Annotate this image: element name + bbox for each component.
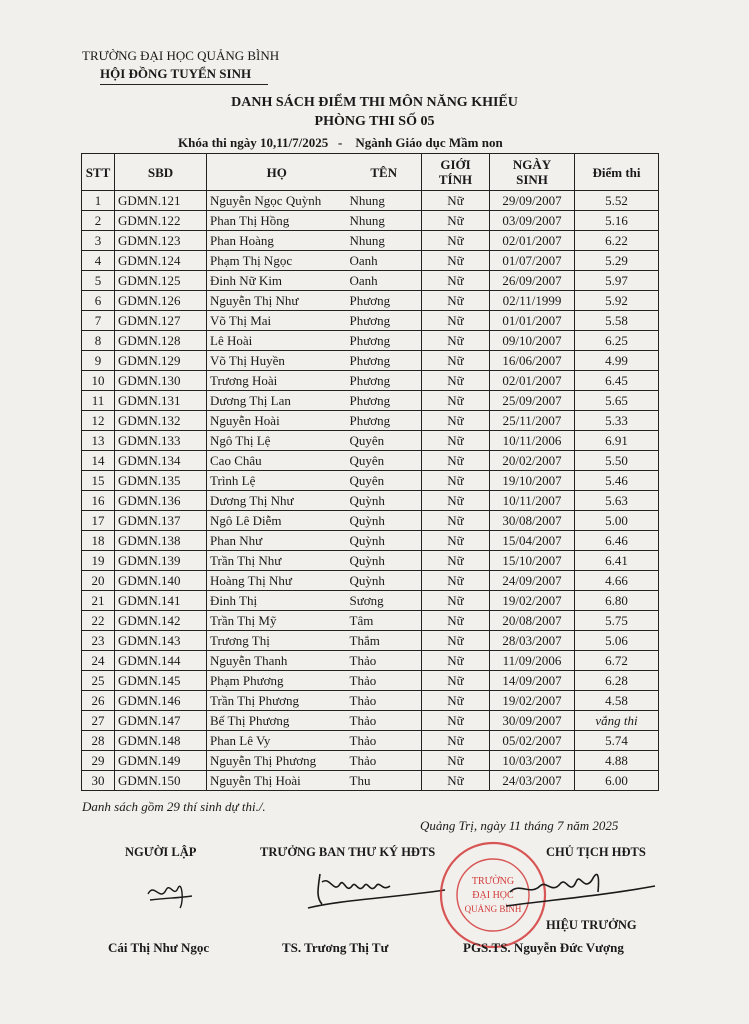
cell-gioi-tinh: Nữ [422, 491, 490, 511]
cell-stt: 16 [82, 491, 115, 511]
cell-ho: Nguyễn Thị Phương [207, 751, 347, 771]
cell-stt: 4 [82, 251, 115, 271]
cell-stt: 19 [82, 551, 115, 571]
cell-gioi-tinh: Nữ [422, 411, 490, 431]
org-underline [100, 84, 268, 85]
cell-ngay-sinh: 09/10/2007 [490, 331, 575, 351]
header-diem: Điểm thi [575, 154, 659, 191]
cell-ho: Trương Hoài [207, 371, 347, 391]
table-row [82, 751, 659, 771]
cell-stt: 7 [82, 311, 115, 331]
cell-ho: Dương Thị Lan [207, 391, 347, 411]
table-row [82, 431, 659, 451]
cell-diem: vắng thi [575, 711, 659, 731]
cell-gioi-tinh: Nữ [422, 531, 490, 551]
cell-ten: Thảo [347, 731, 422, 751]
cell-gioi-tinh: Nữ [422, 351, 490, 371]
table-row [82, 571, 659, 591]
cell-diem: 6.72 [575, 651, 659, 671]
table-row [82, 731, 659, 751]
cell-ten: Quỳnh [347, 511, 422, 531]
cell-ho: Trương Thị [207, 631, 347, 651]
exam-room-title: PHÒNG THI SỐ 05 [314, 114, 435, 129]
cell-ho: Phạm Phương [207, 671, 347, 691]
cell-sbd: GDMN.125 [115, 271, 207, 291]
cell-diem: 4.58 [575, 691, 659, 711]
cell-stt: 24 [82, 651, 115, 671]
cell-ten: Quỳnh [347, 491, 422, 511]
cell-stt: 8 [82, 331, 115, 351]
table-header-row [82, 154, 659, 191]
signer2-title: TRƯỞNG BAN THƯ KÝ HĐTS [260, 845, 436, 859]
cell-ten: Quỳnh [347, 531, 422, 551]
cell-diem: 5.97 [575, 271, 659, 291]
cell-ten: Phương [347, 351, 422, 371]
cell-ngay-sinh: 25/09/2007 [490, 391, 575, 411]
cell-ho: Võ Thị Huyền [207, 351, 347, 371]
cell-ten: Phương [347, 371, 422, 391]
cell-sbd: GDMN.137 [115, 511, 207, 531]
cell-diem: 5.75 [575, 611, 659, 631]
cell-diem: 5.33 [575, 411, 659, 431]
place-date: Quảng Trị, ngày 11 tháng 7 năm 2025 [420, 818, 619, 833]
cell-sbd: GDMN.144 [115, 651, 207, 671]
cell-diem: 6.28 [575, 671, 659, 691]
signature-3 [500, 862, 660, 912]
cell-ho: Cao Châu [207, 451, 347, 471]
table-row [82, 231, 659, 251]
table-row [82, 551, 659, 571]
cell-ho: Ngô Thị Lệ [207, 431, 347, 451]
cell-sbd: GDMN.127 [115, 311, 207, 331]
cell-stt: 17 [82, 511, 115, 531]
cell-stt: 6 [82, 291, 115, 311]
cell-ten: Phương [347, 411, 422, 431]
cell-stt: 27 [82, 711, 115, 731]
table-row [82, 771, 659, 791]
cell-diem: 4.99 [575, 351, 659, 371]
cell-gioi-tinh: Nữ [422, 631, 490, 651]
signer3-subtitle: HIỆU TRƯỞNG [546, 918, 637, 932]
cell-diem: 5.29 [575, 251, 659, 271]
cell-stt: 2 [82, 211, 115, 231]
cell-ngay-sinh: 24/03/2007 [490, 771, 575, 791]
cell-stt: 18 [82, 531, 115, 551]
cell-ho: Phan Thị Hồng [207, 211, 347, 231]
table-row [82, 611, 659, 631]
cell-sbd: GDMN.124 [115, 251, 207, 271]
cell-diem: 5.46 [575, 471, 659, 491]
cell-stt: 15 [82, 471, 115, 491]
cell-ten: Phương [347, 391, 422, 411]
cell-ten: Thảo [347, 711, 422, 731]
cell-gioi-tinh: Nữ [422, 371, 490, 391]
org-name-council: HỘI ĐỒNG TUYỂN SINH [100, 66, 252, 81]
cell-sbd: GDMN.147 [115, 711, 207, 731]
svg-text:ĐẠI HỌC: ĐẠI HỌC [472, 890, 514, 901]
cell-sbd: GDMN.123 [115, 231, 207, 251]
table-row [82, 211, 659, 231]
cell-ten: Oanh [347, 251, 422, 271]
cell-sbd: GDMN.134 [115, 451, 207, 471]
cell-gioi-tinh: Nữ [422, 591, 490, 611]
cell-gioi-tinh: Nữ [422, 611, 490, 631]
cell-sbd: GDMN.143 [115, 631, 207, 651]
cell-ten: Phương [347, 331, 422, 351]
table-row [82, 371, 659, 391]
cell-diem: 5.06 [575, 631, 659, 651]
cell-ho: Ngô Lê Diễm [207, 511, 347, 531]
cell-ngay-sinh: 11/09/2006 [490, 651, 575, 671]
cell-ho: Phan Hoàng [207, 231, 347, 251]
cell-gioi-tinh: Nữ [422, 311, 490, 331]
cell-diem: 6.80 [575, 591, 659, 611]
header-ten: TÊN [347, 154, 422, 191]
cell-ten: Thắm [347, 631, 422, 651]
org-name-university: TRƯỜNG ĐẠI HỌC QUẢNG BÌNH [82, 48, 280, 63]
cell-diem: 5.74 [575, 731, 659, 751]
cell-ngay-sinh: 02/11/1999 [490, 291, 575, 311]
cell-ngay-sinh: 26/09/2007 [490, 271, 575, 291]
cell-stt: 22 [82, 611, 115, 631]
header-gioi-tinh [422, 154, 490, 191]
cell-sbd: GDMN.129 [115, 351, 207, 371]
cell-ten: Quỳnh [347, 571, 422, 591]
cell-gioi-tinh: Nữ [422, 651, 490, 671]
cell-sbd: GDMN.130 [115, 371, 207, 391]
cell-ten: Thảo [347, 751, 422, 771]
cell-gioi-tinh: Nữ [422, 231, 490, 251]
table-row [82, 651, 659, 671]
table-row [82, 351, 659, 371]
cell-gioi-tinh: Nữ [422, 711, 490, 731]
cell-ngay-sinh: 15/04/2007 [490, 531, 575, 551]
cell-gioi-tinh: Nữ [422, 471, 490, 491]
cell-stt: 26 [82, 691, 115, 711]
cell-gioi-tinh: Nữ [422, 271, 490, 291]
header-stt: STT [82, 154, 115, 191]
cell-ngay-sinh: 24/09/2007 [490, 571, 575, 591]
header-gioi-tinh-line2: TÍNH [438, 172, 473, 187]
table-row [82, 671, 659, 691]
cell-ngay-sinh: 29/09/2007 [490, 191, 575, 211]
cell-diem: 5.63 [575, 491, 659, 511]
cell-ho: Phạm Thị Ngọc [207, 251, 347, 271]
cell-stt: 29 [82, 751, 115, 771]
cell-sbd: GDMN.140 [115, 571, 207, 591]
cell-gioi-tinh: Nữ [422, 751, 490, 771]
signer1-title: NGƯỜI LẬP [125, 845, 197, 859]
exam-subtitle: Khóa thi ngày 10,11/7/2025 - Ngành Giáo dục Mầm non [178, 135, 503, 150]
document-title: DANH SÁCH ĐIỂM THI MÔN NĂNG KHIẾU [231, 95, 518, 110]
cell-ten: Thảo [347, 671, 422, 691]
cell-ngay-sinh: 20/08/2007 [490, 611, 575, 631]
cell-gioi-tinh: Nữ [422, 331, 490, 351]
cell-gioi-tinh: Nữ [422, 191, 490, 211]
header-ngay-sinh-line2: SINH [516, 172, 548, 187]
cell-ho: Nguyễn Hoài [207, 411, 347, 431]
cell-diem: 6.46 [575, 531, 659, 551]
cell-sbd: GDMN.122 [115, 211, 207, 231]
cell-stt: 1 [82, 191, 115, 211]
cell-sbd: GDMN.131 [115, 391, 207, 411]
cell-ho: Đinh Thị [207, 591, 347, 611]
table-row [82, 251, 659, 271]
cell-sbd: GDMN.141 [115, 591, 207, 611]
table-row [82, 331, 659, 351]
cell-stt: 20 [82, 571, 115, 591]
table-row [82, 411, 659, 431]
cell-ngay-sinh: 20/02/2007 [490, 451, 575, 471]
cell-ho: Phan Lê Vy [207, 731, 347, 751]
cell-stt: 3 [82, 231, 115, 251]
cell-diem: 4.88 [575, 751, 659, 771]
header-sbd: SBD [115, 154, 207, 191]
header-ho: HỌ [207, 154, 347, 191]
cell-stt: 25 [82, 671, 115, 691]
cell-stt: 14 [82, 451, 115, 471]
cell-diem: 6.25 [575, 331, 659, 351]
cell-sbd: GDMN.126 [115, 291, 207, 311]
cell-ho: Trần Thị Mỹ [207, 611, 347, 631]
cell-diem: 5.52 [575, 191, 659, 211]
cell-ho: Nguyễn Thị Như [207, 291, 347, 311]
table-row [82, 491, 659, 511]
cell-stt: 21 [82, 591, 115, 611]
table-row [82, 311, 659, 331]
cell-sbd: GDMN.132 [115, 411, 207, 431]
cell-sbd: GDMN.121 [115, 191, 207, 211]
cell-diem: 5.00 [575, 511, 659, 531]
cell-ten: Thảo [347, 691, 422, 711]
cell-ten: Nhung [347, 231, 422, 251]
cell-gioi-tinh: Nữ [422, 451, 490, 471]
cell-stt: 23 [82, 631, 115, 651]
cell-sbd: GDMN.142 [115, 611, 207, 631]
cell-gioi-tinh: Nữ [422, 211, 490, 231]
signer3-title: CHỦ TỊCH HĐTS [546, 845, 646, 859]
svg-text:TRƯỜNG: TRƯỜNG [471, 876, 515, 887]
cell-ten: Quỳnh [347, 551, 422, 571]
cell-ten: Quyên [347, 431, 422, 451]
cell-ngay-sinh: 02/01/2007 [490, 371, 575, 391]
table-row [82, 511, 659, 531]
cell-diem: 6.41 [575, 551, 659, 571]
cell-ngay-sinh: 19/02/2007 [490, 691, 575, 711]
cell-ten: Oanh [347, 271, 422, 291]
cell-stt: 9 [82, 351, 115, 371]
table-row [82, 471, 659, 491]
cell-gioi-tinh: Nữ [422, 771, 490, 791]
header-gioi-tinh-line1: GIỚI [440, 157, 471, 172]
cell-ngay-sinh: 05/02/2007 [490, 731, 575, 751]
table-row [82, 191, 659, 211]
cell-diem: 5.92 [575, 291, 659, 311]
cell-ho: Phan Như [207, 531, 347, 551]
cell-ngay-sinh: 01/07/2007 [490, 251, 575, 271]
cell-ngay-sinh: 03/09/2007 [490, 211, 575, 231]
cell-ngay-sinh: 30/09/2007 [490, 711, 575, 731]
cell-stt: 30 [82, 771, 115, 791]
cell-ten: Phương [347, 311, 422, 331]
cell-stt: 28 [82, 731, 115, 751]
cell-diem: 5.50 [575, 451, 659, 471]
cell-ngay-sinh: 28/03/2007 [490, 631, 575, 651]
cell-ngay-sinh: 14/09/2007 [490, 671, 575, 691]
cell-diem: 6.00 [575, 771, 659, 791]
cell-diem: 5.16 [575, 211, 659, 231]
cell-sbd: GDMN.135 [115, 471, 207, 491]
cell-ngay-sinh: 02/01/2007 [490, 231, 575, 251]
table-row [82, 711, 659, 731]
table-row [82, 271, 659, 291]
cell-gioi-tinh: Nữ [422, 431, 490, 451]
cell-ho: Trình Lệ [207, 471, 347, 491]
cell-ten: Tâm [347, 611, 422, 631]
cell-sbd: GDMN.149 [115, 751, 207, 771]
cell-ten: Sương [347, 591, 422, 611]
cell-sbd: GDMN.139 [115, 551, 207, 571]
signer2-name: TS. Trương Thị Tư [282, 940, 389, 955]
cell-gioi-tinh: Nữ [422, 691, 490, 711]
signer3-name: PGS.TS. Nguyễn Đức Vượng [463, 940, 624, 955]
cell-ho: Bế Thị Phương [207, 711, 347, 731]
table-body [82, 191, 659, 791]
cell-diem: 6.91 [575, 431, 659, 451]
svg-text:QUẢNG BÌNH: QUẢNG BÌNH [464, 904, 522, 914]
signature-2 [300, 864, 450, 914]
cell-ngay-sinh: 19/02/2007 [490, 591, 575, 611]
cell-ho: Võ Thị Mai [207, 311, 347, 331]
cell-ho: Lê Hoài [207, 331, 347, 351]
cell-ngay-sinh: 19/10/2007 [490, 471, 575, 491]
cell-sbd: GDMN.150 [115, 771, 207, 791]
cell-ten: Nhung [347, 211, 422, 231]
cell-ngay-sinh: 10/11/2006 [490, 431, 575, 451]
cell-ho: Hoàng Thị Như [207, 571, 347, 591]
cell-gioi-tinh: Nữ [422, 391, 490, 411]
cell-ho: Trần Thị Như [207, 551, 347, 571]
cell-sbd: GDMN.128 [115, 331, 207, 351]
cell-ngay-sinh: 10/11/2007 [490, 491, 575, 511]
cell-ten: Nhung [347, 191, 422, 211]
cell-sbd: GDMN.138 [115, 531, 207, 551]
signature-1 [140, 872, 200, 912]
cell-stt: 13 [82, 431, 115, 451]
cell-gioi-tinh: Nữ [422, 551, 490, 571]
cell-sbd: GDMN.145 [115, 671, 207, 691]
table-row [82, 531, 659, 551]
table-row [82, 291, 659, 311]
cell-ho: Nguyễn Thanh [207, 651, 347, 671]
cell-ho: Nguyễn Ngọc Quỳnh [207, 191, 347, 211]
cell-diem: 5.58 [575, 311, 659, 331]
cell-diem: 5.65 [575, 391, 659, 411]
cell-gioi-tinh: Nữ [422, 571, 490, 591]
cell-gioi-tinh: Nữ [422, 511, 490, 531]
score-table [81, 153, 659, 791]
table-row [82, 631, 659, 651]
summary-note: Danh sách gồm 29 thí sinh dự thi./. [82, 799, 266, 814]
cell-diem: 6.45 [575, 371, 659, 391]
cell-diem: 6.22 [575, 231, 659, 251]
cell-gioi-tinh: Nữ [422, 731, 490, 751]
cell-gioi-tinh: Nữ [422, 291, 490, 311]
cell-ten: Quyên [347, 451, 422, 471]
cell-ngay-sinh: 01/01/2007 [490, 311, 575, 331]
cell-diem: 4.66 [575, 571, 659, 591]
cell-ho: Nguyễn Thị Hoài [207, 771, 347, 791]
cell-ten: Quyên [347, 471, 422, 491]
header-ngay-sinh [490, 154, 575, 191]
cell-stt: 5 [82, 271, 115, 291]
header-ngay-sinh-line1: NGÀY [512, 157, 552, 172]
cell-sbd: GDMN.146 [115, 691, 207, 711]
cell-sbd: GDMN.148 [115, 731, 207, 751]
table-row [82, 391, 659, 411]
table-row [82, 691, 659, 711]
cell-gioi-tinh: Nữ [422, 671, 490, 691]
cell-sbd: GDMN.136 [115, 491, 207, 511]
cell-gioi-tinh: Nữ [422, 251, 490, 271]
cell-sbd: GDMN.133 [115, 431, 207, 451]
cell-ngay-sinh: 15/10/2007 [490, 551, 575, 571]
table-row [82, 451, 659, 471]
table-row [82, 591, 659, 611]
cell-ngay-sinh: 10/03/2007 [490, 751, 575, 771]
cell-ten: Thảo [347, 651, 422, 671]
cell-ngay-sinh: 25/11/2007 [490, 411, 575, 431]
cell-stt: 12 [82, 411, 115, 431]
cell-ho: Đinh Nữ Kim [207, 271, 347, 291]
cell-ngay-sinh: 16/06/2007 [490, 351, 575, 371]
cell-ho: Trần Thị Phương [207, 691, 347, 711]
cell-ngay-sinh: 30/08/2007 [490, 511, 575, 531]
signer1-name: Cái Thị Như Ngọc [108, 940, 210, 955]
cell-stt: 11 [82, 391, 115, 411]
cell-ho: Dương Thị Như [207, 491, 347, 511]
cell-ten: Phương [347, 291, 422, 311]
cell-ten: Thu [347, 771, 422, 791]
cell-stt: 10 [82, 371, 115, 391]
